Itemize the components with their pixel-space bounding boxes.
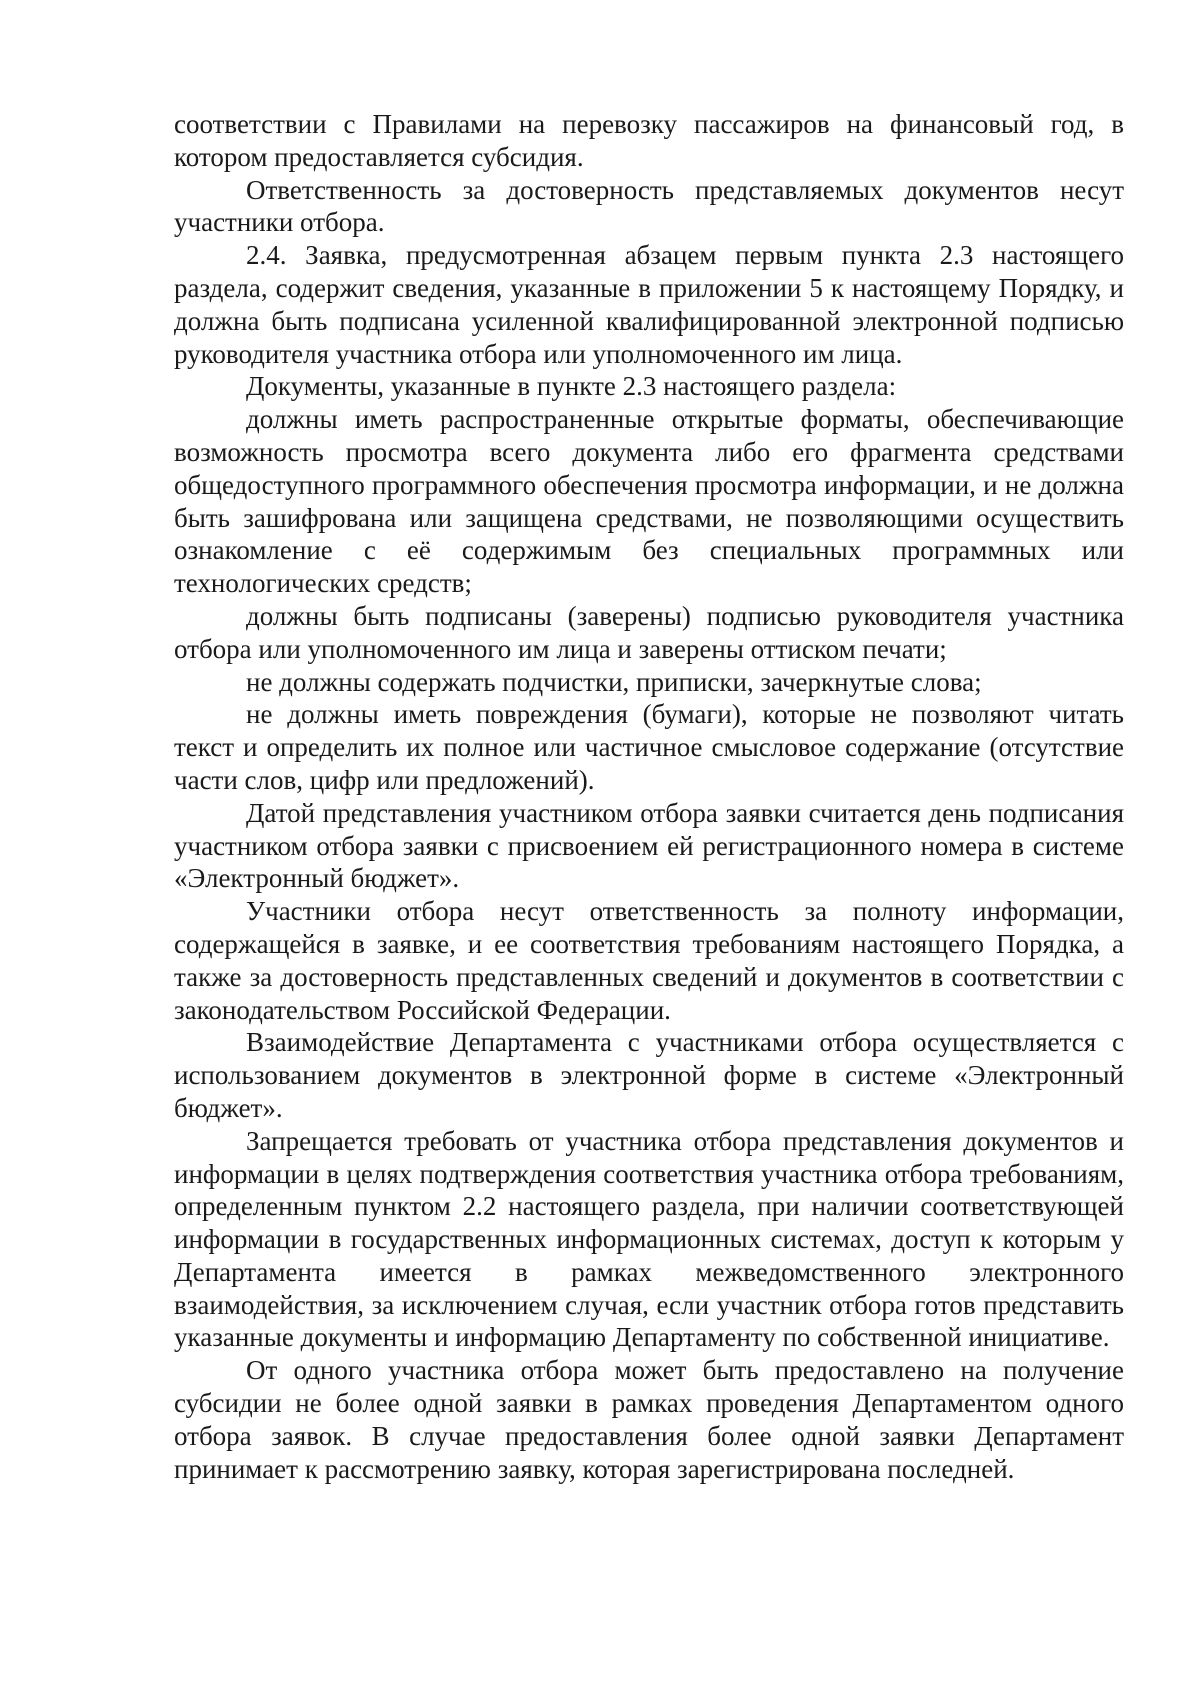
paragraph: соответствии с Правилами на перевозку пассажиров на финансовый год, в котором предоставляется субсидия. xyxy=(174,109,1124,172)
paragraph: Ответственность за достоверность представляемых документов несут участники отбора. xyxy=(174,174,1124,238)
paragraph: Запрещается требовать от участника отбора представления документов и информации в целях подтверждения соответствия участника отбора требованиям, определенным пунктом 2.2 настоящего раздела, при наличии соответствующей информации в государственных информационных системах, доступ к которым у Департамента имеется в рамках межведомственного электронного взаимодействия, за исключением случая, если участник отбора готов представить указанные документы и информацию Департаменту по собственной инициативе. xyxy=(174,1125,1124,1353)
paragraph: должны быть подписаны (заверены) подписью руководителя участника отбора или уполномоченного им лица и заверены оттиском печати; xyxy=(174,600,1124,664)
paragraph: Участники отбора несут ответственность за полноту информации, содержащейся в заявке, и ее соответствия требованиям настоящего Порядка, а также за достоверность представленных сведений и документов в соответствии с законодательством Российской Федерации. xyxy=(174,896,1124,1025)
paragraph: Взаимодействие Департамента с участниками отбора осуществляется с использованием документов в электронной форме в системе «Электронный бюджет». xyxy=(174,1027,1124,1123)
document-body xyxy=(174,108,1124,1485)
paragraph: не должны содержать подчистки, приписки, зачеркнутые слова; xyxy=(246,666,982,697)
paragraph: должны иметь распространенные открытые форматы, обеспечивающие возможность просмотра всего документа либо его фрагмента средствами общедоступного программного обеспечения просмотра информации, и не должна быть зашифрована или защищена средствами, не позволяющими осуществить ознакомление с её содержимым без специальных программных или технологических средств; xyxy=(174,404,1124,599)
paragraph: не должны иметь повреждения (бумаги), которые не позволяют читать текст и определить их полное или частичное смысловое содержание (отсутствие части слов, цифр или предложений). xyxy=(174,699,1124,795)
paragraph: Документы, указанные в пункте 2.3 настоящего раздела: xyxy=(246,371,897,402)
paragraph: 2.4. Заявка, предусмотренная абзацем первым пункта 2.3 настоящего раздела, содержит сведения, указанные в приложении 5 к настоящему Порядку, и должна быть подписана усиленной квалифицированной электронной подписью руководителя участника отбора или уполномоченного им лица. xyxy=(174,240,1124,369)
paragraph: От одного участника отбора может быть предоставлено на получение субсидии не более одной заявки в рамках проведения Департаментом одного отбора заявок. В случае предоставления более одной заявки Департамент принимает к рассмотрению заявку, которая зарегистрирована последней. xyxy=(174,1355,1124,1484)
paragraph: Датой представления участником отбора заявки считается день подписания участником отбора заявки с присвоением ей регистрационного номера в системе «Электронный бюджет». xyxy=(174,797,1124,894)
